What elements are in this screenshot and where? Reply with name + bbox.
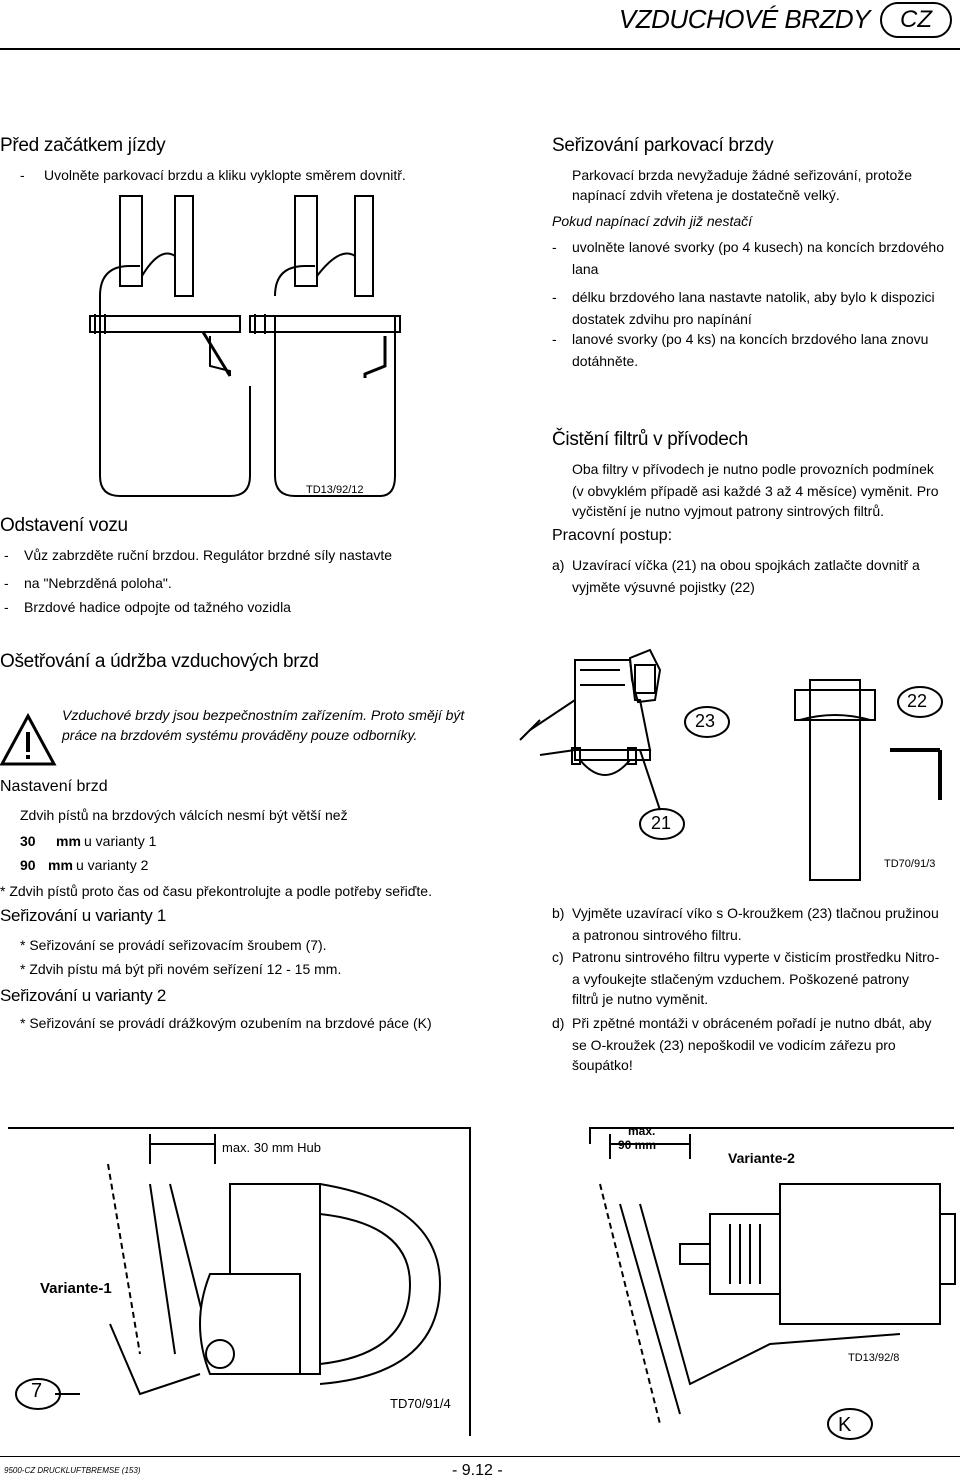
step-d-marker: d)	[552, 1015, 565, 1031]
v1-value: 30	[20, 833, 36, 849]
warning-text-line1: Vzduchové brzdy jsou bezpečnostním zařízením. Proto smějí být	[62, 707, 465, 723]
heading-care: Ošetřování a údržba vzduchových brzd	[0, 651, 319, 672]
adjust-intro: Zdvih pístů na brzdových válcích nesmí být větší než	[20, 807, 348, 823]
variant1-label: Variante-1	[40, 1280, 112, 1297]
step-d-line1: Při zpětné montáži v obráceném pořadí je nutno dbát, aby	[572, 1015, 932, 1031]
list-item: - Vůz zabrzděte ruční brzdou. Regulátor brzdné síly nastavte	[4, 547, 393, 563]
step-c-line2: a vyfoukejte stlačeným vzduchem. Poškozené patrony	[572, 971, 909, 987]
heading-park-adjust: Seřizování parkovací brzdy	[552, 135, 774, 156]
footer-rule	[0, 1456, 960, 1457]
var1-line2: * Zdvih pístu má být při novém seřízení 12 - 15 mm.	[20, 961, 342, 977]
heading-before-drive: Před začátkem jízdy	[0, 135, 166, 156]
filters-p1-line3: vyčistění je nutno vyjmout patrony sintrových filtrů.	[572, 503, 885, 519]
figure-label: TD13/92/12	[306, 484, 364, 496]
heading-filters: Čistění filtrů v přívodech	[552, 429, 749, 450]
footer-doc-id: 9500-CZ DRUCKLUFTBREMSE (153)	[4, 1466, 141, 1475]
heading-parking: Odstavení vozu	[0, 515, 128, 536]
figure-label: TD70/91/3	[884, 858, 936, 870]
heading-var1: Seřizování u varianty 1	[0, 906, 167, 925]
list-item: - lanové svorky (po 4 ks) na koncích brzdového lana znovu dotáhněte.	[552, 331, 929, 369]
page-number: - 9.12 -	[452, 1462, 503, 1479]
step-a-line2: vyjměte výsuvné pojistky (22)	[572, 579, 755, 595]
header-rule	[0, 48, 960, 50]
max-label-line2: 90 mm	[618, 1138, 657, 1152]
language-badge: CZ	[880, 2, 952, 38]
v2-unit: mm	[48, 857, 73, 873]
step-c-marker: c)	[552, 949, 564, 965]
step-a-marker: a)	[552, 557, 565, 573]
park-adjust-line2: napínací zdvih vřetena je dostatečně velký.	[572, 187, 840, 203]
list-item: - Uvolněte parkovací brzdu a kliku vyklopte směrem dovnitř.	[20, 167, 406, 183]
page-title: VZDUCHOVÉ BRZDY	[618, 4, 870, 34]
list-item: - na "Nebrzděná poloha".	[4, 575, 172, 591]
procedure-label: Pracovní postup:	[552, 527, 673, 544]
variant2-figure	[560, 1124, 960, 1444]
callout-7: 7	[31, 1380, 43, 1402]
step-d-line2: se O-kroužek (23) nepoškodil ve vodicím zářezu pro	[572, 1037, 896, 1053]
callout-22: 22	[907, 691, 928, 711]
callout-k: K	[838, 1414, 852, 1436]
step-b-line1: Vyjměte uzavírací víko s O-kroužkem (23) tlačnou pružinou	[572, 905, 939, 921]
step-d-line3: šoupátko!	[572, 1057, 633, 1073]
list-item: - Brzdové hadice odpojte od tažného vozidla	[4, 599, 291, 615]
step-c-line1: Patronu sintrového filtru vyperte v čisticím prostředku Nitro-	[572, 949, 940, 965]
callout-21: 21	[651, 813, 672, 833]
variant2-label: Variante-2	[728, 1150, 795, 1166]
v2-value: 90	[20, 857, 36, 873]
v2-text: u varianty 2	[76, 857, 149, 873]
adjust-note: * Zdvih pístů proto čas od času překontrolujte a podle potřeby seřiďte.	[0, 883, 432, 899]
max-label-line1: max.	[628, 1124, 656, 1138]
v1-unit: mm	[56, 833, 81, 849]
step-a-line1: Uzavírací víčka (21) na obou spojkách zatlačte dovnitř a	[572, 557, 920, 573]
var2-line1: * Seřizování se provádí drážkovým ozubením na brzdové páce (K)	[20, 1015, 432, 1031]
park-adjust-line1: Parkovací brzda nevyžaduje žádné seřizování, protože	[572, 167, 913, 183]
heading-adjust: Nastavení brzd	[0, 778, 108, 795]
filter-coupling-figure	[520, 640, 960, 880]
heading-var2: Seřizování u varianty 2	[0, 986, 167, 1005]
list-item: - uvolněte lanové svorky (po 4 kusech) na koncích brzdového lana	[552, 239, 944, 277]
park-adjust-sub: Pokud napínací zdvih již nestačí	[552, 213, 753, 229]
list-item: - délku brzdového lana nastavte natolik, aby bylo k dispozici dostatek zdvihu pro napínání	[552, 289, 935, 327]
figure-label: TD13/92/8	[848, 1352, 900, 1364]
filters-p1-line1: Oba filtry v přívodech je nutno podle provozních podmínek	[572, 461, 934, 477]
v1-text: u varianty 1	[84, 833, 157, 849]
warning-text-line2: práce na brzdovém systému prováděny pouze odborníky.	[62, 727, 418, 743]
var1-line1: * Seřizování se provádí seřizovacím šroubem (7).	[20, 937, 327, 953]
hub-label: max. 30 mm Hub	[222, 1140, 321, 1155]
warning-icon	[0, 712, 56, 768]
figure-label: TD70/91/4	[390, 1396, 451, 1411]
filters-p1-line2: (v obvyklém případě asi každé 3 až 4 měsíce) vyměnit. Pro	[572, 483, 939, 499]
step-b-marker: b)	[552, 905, 565, 921]
parking-brake-figure	[80, 186, 400, 506]
step-c-line3: filtrů je nutno vyměnit.	[572, 991, 709, 1007]
step-b-line2: a patronou sintrového filtru.	[572, 927, 742, 943]
callout-23: 23	[695, 711, 716, 731]
